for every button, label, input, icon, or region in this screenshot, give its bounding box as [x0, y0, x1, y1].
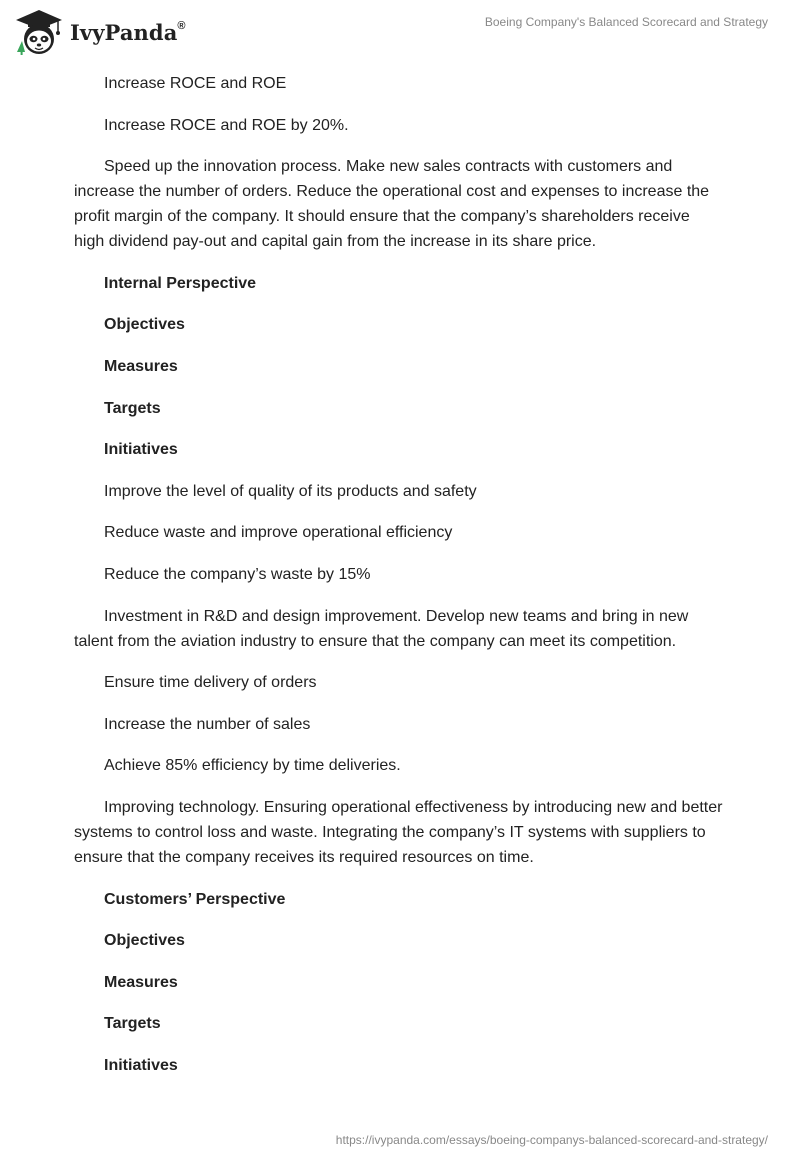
section-heading: Customers’ Perspective [104, 890, 286, 908]
section-heading: Measures [104, 357, 178, 375]
paragraph: Improve the level of quality of its products and safety [104, 482, 477, 500]
section-heading: Measures [104, 973, 178, 991]
paragraph: Ensure time delivery of orders [104, 674, 317, 692]
brand-name: IvyPanda® [70, 19, 186, 45]
section-heading: Targets [104, 1015, 161, 1033]
section-heading: Objectives [104, 316, 185, 334]
paragraph: Investment in R&D and design improvement. Develop new teams and bring in new talent from the aviation industry to ensure that the company can meet its competition. [74, 607, 689, 650]
section-heading: Initiatives [104, 441, 178, 459]
section-heading: Targets [104, 399, 161, 417]
essay-content [74, 71, 724, 1078]
panda-graduate-icon [14, 8, 64, 56]
paragraph: Reduce waste and improve operational efficiency [104, 524, 453, 542]
trademark-symbol: ® [177, 19, 186, 32]
paragraph: Improving technology. Ensuring operational effectiveness by introducing new and better systems to control loss and waste. Integrating the company’s IT systems with suppliers to ensure that the company receives its required resources on time. [74, 798, 723, 866]
paragraph: Achieve 85% efficiency by time deliveries. [104, 757, 401, 775]
document-title: Boeing Company's Balanced Scorecard and Strategy [484, 15, 768, 29]
ivypanda-logo[interactable] [14, 8, 186, 56]
paragraph: Increase ROCE and ROE by 20%. [104, 116, 349, 134]
section-heading: Internal Perspective [104, 274, 257, 292]
page-header [0, 0, 800, 64]
paragraph: Increase ROCE and ROE [104, 75, 287, 92]
paragraph: Reduce the company’s waste by 15% [104, 565, 371, 583]
section-heading: Objectives [104, 932, 185, 950]
paragraph: Speed up the innovation process. Make new sales contracts with customers and increase the number of orders. Reduce the operational cost and expenses to increase the profit margin of the company. It should ensure that the company’s shareholders receive high dividend pay-out and capital gain from the increase in its share price. [74, 158, 710, 251]
paragraph: Increase the number of sales [104, 715, 311, 733]
section-heading: Initiatives [104, 1056, 178, 1074]
source-url[interactable]: https://ivypanda.com/essays/boeing-companys-balanced-scorecard-and-strategy/ [335, 1133, 768, 1147]
